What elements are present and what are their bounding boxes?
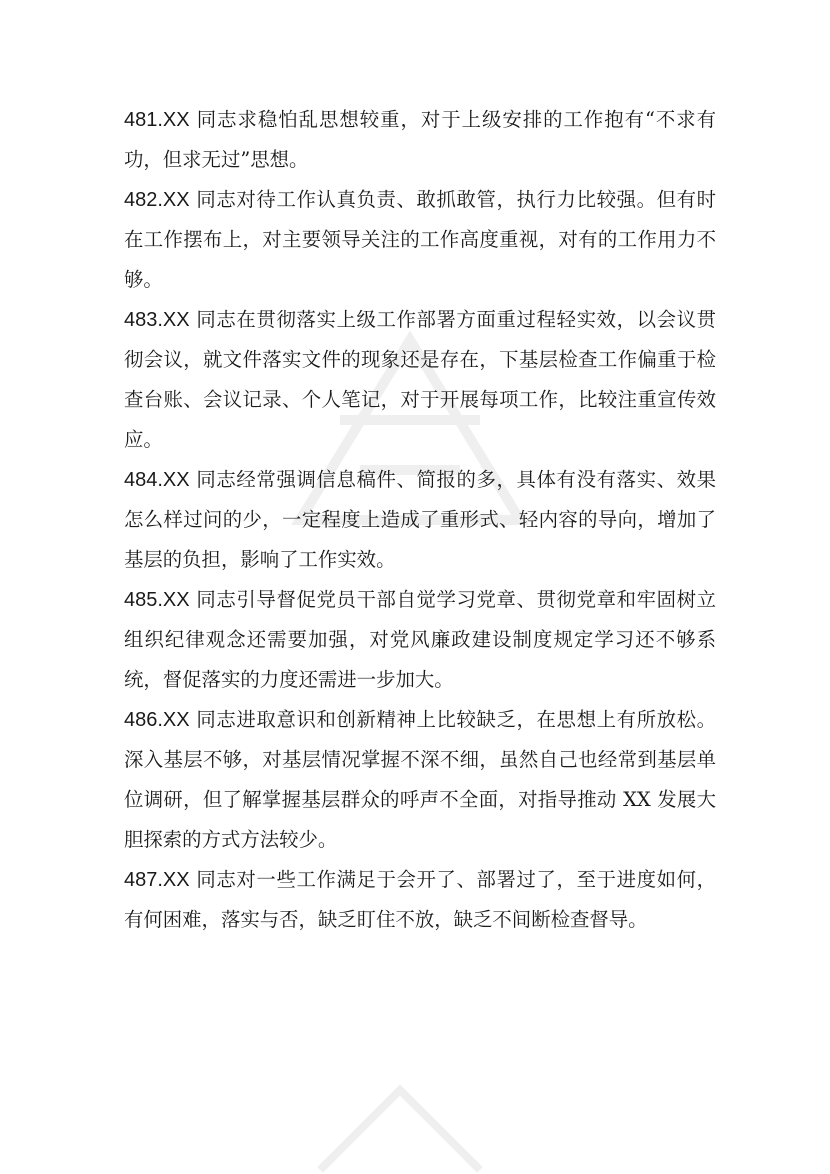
paragraph-number: 484.XX bbox=[124, 469, 190, 491]
paragraph-481 bbox=[124, 100, 716, 180]
paragraph-text: 同志经常强调信息稿件、简报的多，具体有没有落实、效果怎么样过问的少，一定程度上造成了重形式、轻内容的导向，增加了基层的负担，影响了工作实效。 bbox=[124, 468, 717, 571]
paragraph-text: 同志对一些工作满足于会开了、部署过了，至于进度如何，有何困难，落实与否，缺乏盯住不放，缺乏不间断检查督导。 bbox=[124, 868, 717, 931]
paragraph-text: 同志进取意识和创新精神上比较缺乏，在思想上有所放松。深入基层不够，对基层情况掌握不深不细，虽然自己也经常到基层单位调研，但了解掌握基层群众的呼声不全面，对指导推动 XX 发展大胆探索的方式方法较少。 bbox=[124, 708, 717, 851]
paragraph-number: 487.XX bbox=[124, 869, 190, 891]
document-body bbox=[124, 100, 716, 940]
paragraph-483 bbox=[124, 300, 716, 460]
paragraph-text: 同志对待工作认真负责、敢抓敢管，执行力比较强。但有时在工作摆布上，对主要领导关注的工作高度重视，对有的工作用力不够。 bbox=[124, 188, 717, 291]
paragraph-number: 482.XX bbox=[124, 189, 190, 211]
paragraph-text: 同志求稳怕乱思想较重，对于上级安排的工作抱有“不求有功，但求无过”思想。 bbox=[124, 108, 716, 171]
paragraph-text: 同志在贯彻落实上级工作部署方面重过程轻实效，以会议贯彻会议，就文件落实文件的现象还是存在，下基层检查工作偏重于检查台账、会议记录、个人笔记，对于开展每项工作，比较注重宣传效应。 bbox=[124, 308, 717, 451]
paragraph-number: 483.XX bbox=[124, 309, 190, 331]
paragraph-485 bbox=[124, 580, 716, 700]
paragraph-text: 同志引导督促党员干部自觉学习党章、贯彻党章和牢固树立组织纪律观念还需要加强，对党风廉政建设制度规定学习还不够系统，督促落实的力度还需进一步加大。 bbox=[124, 588, 717, 691]
paragraph-number: 485.XX bbox=[124, 589, 190, 611]
watermark-fragment-icon bbox=[300, 1080, 500, 1174]
paragraph-number: 486.XX bbox=[124, 709, 190, 731]
paragraph-486 bbox=[124, 700, 716, 860]
paragraph-number: 481.XX bbox=[124, 109, 190, 131]
paragraph-487 bbox=[124, 860, 716, 940]
paragraph-484 bbox=[124, 460, 716, 580]
paragraph-482 bbox=[124, 180, 716, 300]
